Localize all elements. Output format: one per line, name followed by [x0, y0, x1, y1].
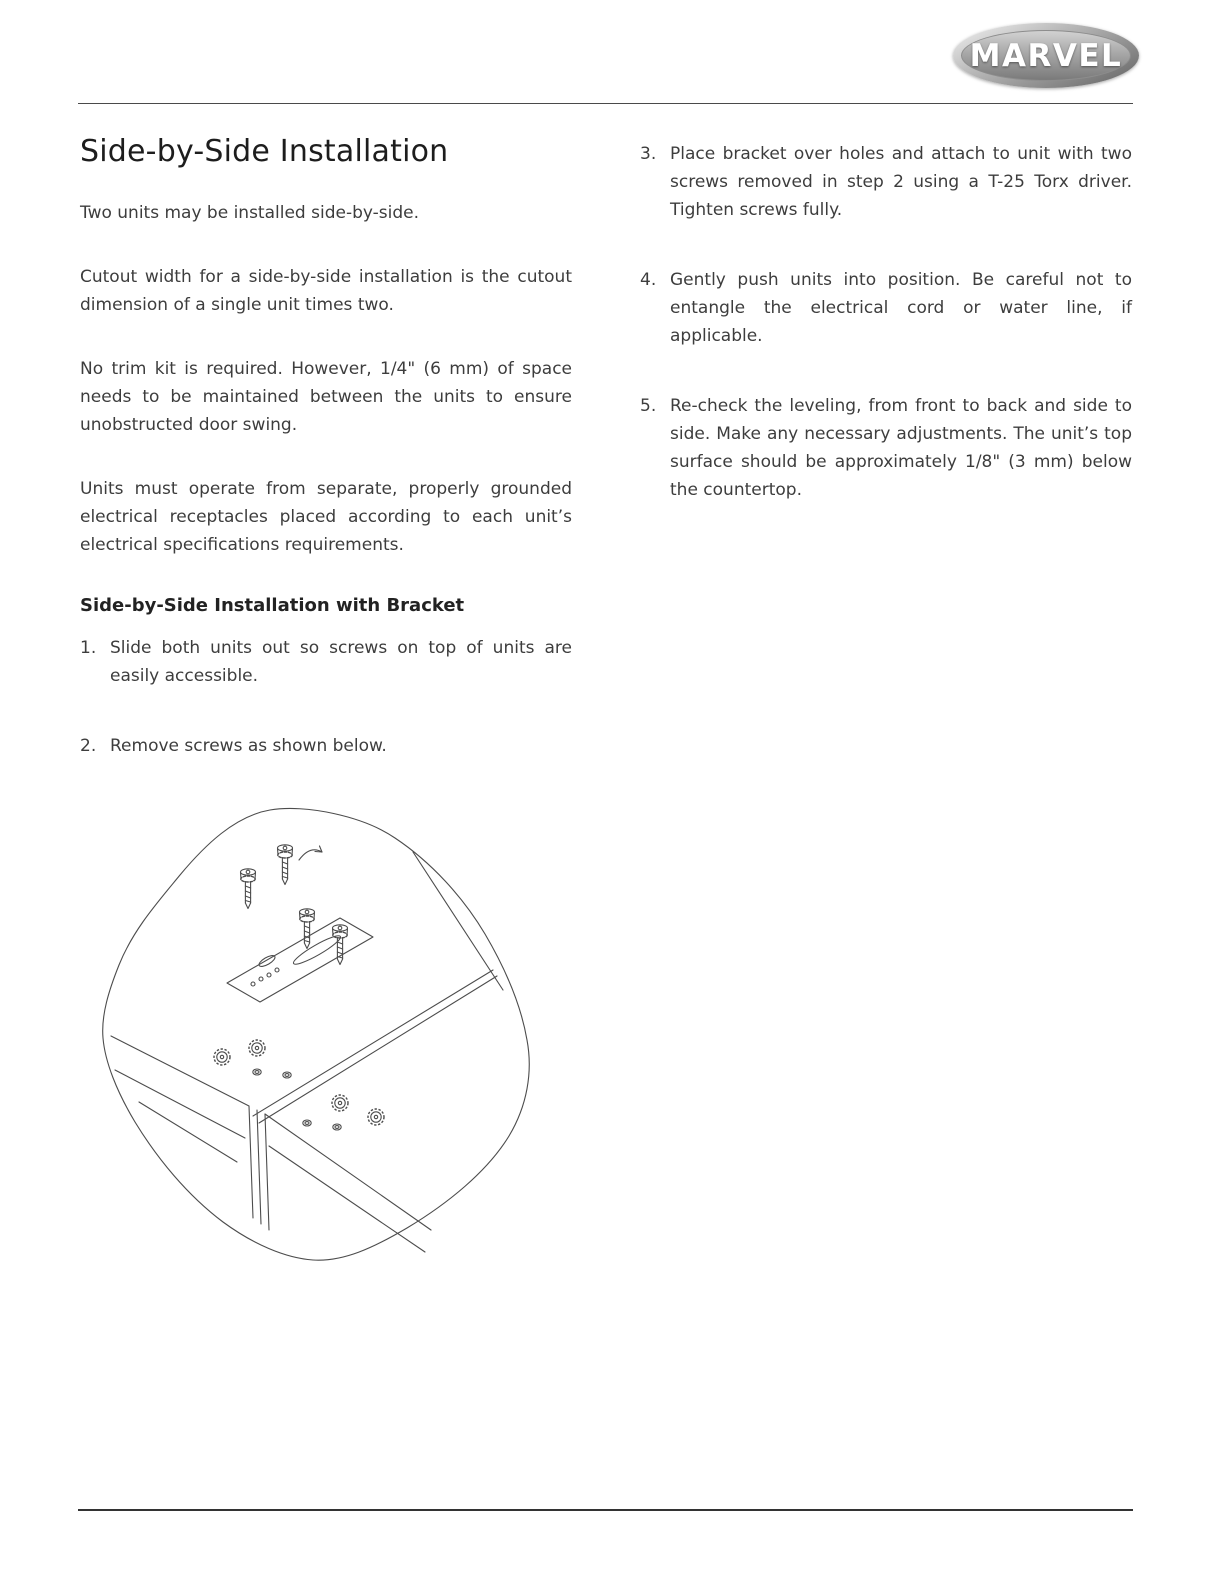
page-title: Side-by-Side Installation	[80, 134, 449, 169]
step-3-number: 3.	[640, 144, 657, 164]
left-column	[80, 134, 572, 802]
step-1-text: Slide both units out so screws on top of units are easily accessible.	[110, 638, 572, 686]
trim-kit-paragraph: No trim kit is required. However, 1/4" (6 mm) of space needs to be maintained between the units to ensure unobstructed door swing.	[80, 359, 572, 435]
header-divider	[78, 103, 1133, 104]
rotation-arrow	[299, 846, 322, 860]
step-5-text: Re-check the leveling, from front to back and side to side. Make any necessary adjustments. The unit’s top surface should be approximately 1/8" (3 mm) below the countertop.	[670, 396, 1132, 500]
step-2-text: Remove screws as shown below.	[110, 736, 387, 756]
step-3	[640, 140, 1132, 224]
unit-tops	[111, 852, 503, 1252]
step-2-number: 2.	[80, 736, 97, 756]
step-1	[80, 634, 572, 690]
step-2	[80, 732, 572, 760]
step-5-number: 5.	[640, 396, 657, 416]
footer-divider	[78, 1509, 1133, 1511]
mounting-bracket	[227, 918, 373, 1002]
step-5	[640, 392, 1132, 504]
step-3-text: Place bracket over holes and attach to unit with two screws removed in step 2 using a T-25 Torx driver. Tighten screws fully.	[670, 144, 1132, 220]
step-4-text: Gently push units into position. Be careful not to entangle the electrical cord or water line, if applicable.	[670, 270, 1132, 346]
step-4	[640, 266, 1132, 350]
step-4-number: 4.	[640, 270, 657, 290]
screw-heads	[214, 1040, 384, 1125]
marvel-logo	[953, 23, 1139, 88]
electrical-paragraph: Units must operate from separate, properly grounded electrical receptacles placed according to each unit’s electrical specifications requirements.	[80, 479, 572, 555]
marvel-logo-badge	[961, 30, 1131, 81]
marvel-logo-text: MARVEL	[969, 37, 1123, 74]
cutout-width-paragraph: Cutout width for a side-by-side installation is the cutout dimension of a single unit times two.	[80, 267, 572, 315]
step-1-number: 1.	[80, 638, 97, 658]
cutaway-outline	[103, 808, 530, 1260]
installation-diagram	[95, 800, 560, 1278]
intro-paragraph: Two units may be installed side-by-side.	[80, 203, 419, 223]
right-column	[640, 140, 1132, 546]
bracket-subheading: Side-by-Side Installation with Bracket	[80, 595, 465, 616]
